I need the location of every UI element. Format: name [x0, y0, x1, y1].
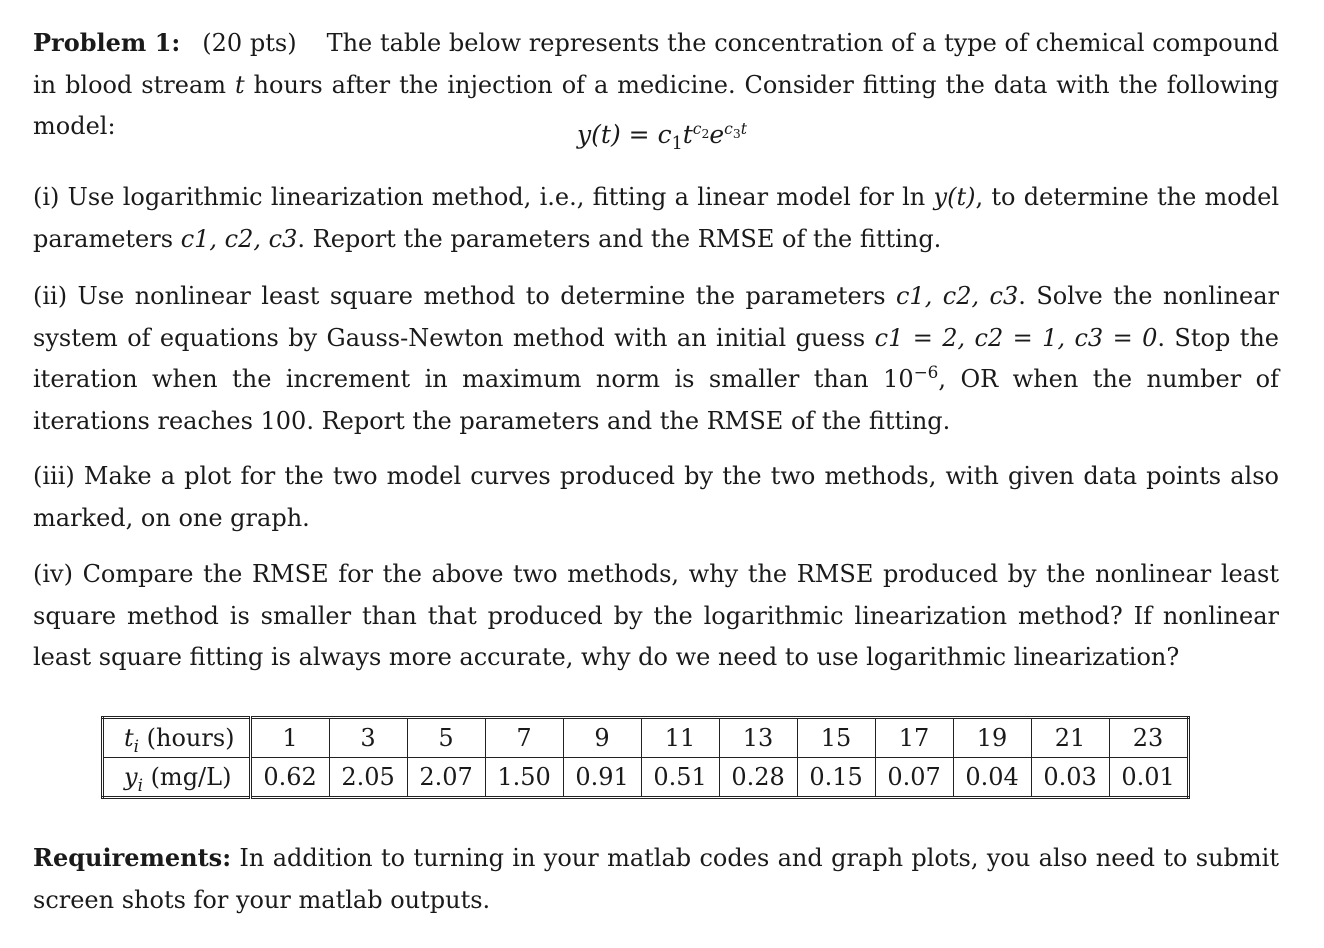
part-ii-text-2: . Solve the nonlinear system of equations by Gauss-Newton method with an initial guess: [33, 282, 1280, 352]
concentration-cell: 0.51: [641, 758, 719, 798]
time-cell: 1: [250, 718, 329, 758]
time-cell: 3: [329, 718, 407, 758]
part-ii-tolerance-exponent: −6: [913, 362, 939, 382]
time-cell: 17: [875, 718, 953, 758]
part-i: [33, 177, 1279, 260]
time-cell: 9: [563, 718, 641, 758]
concentration-cell: 2.07: [407, 758, 485, 798]
problem-label: Problem 1:: [33, 28, 181, 57]
part-ii-guess: c1 = 2, c2 = 1, c3 = 0: [874, 323, 1158, 352]
part-i-text-1: (i) Use logarithmic linearization method, i.e., fitting a linear model for ln: [33, 183, 926, 211]
time-cell: 21: [1031, 718, 1109, 758]
requirements: [33, 837, 1279, 921]
intro-variable: t: [234, 70, 245, 99]
data-table: [101, 716, 1190, 799]
concentration-cell: 0.91: [563, 758, 641, 798]
concentration-cell: 0.04: [953, 758, 1031, 798]
concentration-cell: 0.15: [797, 758, 875, 798]
requirements-label: Requirements:: [33, 843, 232, 872]
concentration-cell: 0.03: [1031, 758, 1109, 798]
requirements-text: In addition to turning in your matlab codes and graph plots, you also need to submit screen shots for your matlab outputs.: [33, 844, 1279, 914]
part-i-text-2: , to determine the model parameters: [33, 183, 1279, 253]
concentration-cell: 0.07: [875, 758, 953, 798]
concentration-cell: 0.28: [719, 758, 797, 798]
part-iii: [33, 456, 1279, 539]
part-ii-text-1: (ii) Use nonlinear least square method to determine the parameters: [33, 282, 886, 310]
model-formula: $y(t) = c_1t^{c_2}e^{c_3t}$: [577, 119, 747, 154]
time-cell: 13: [719, 718, 797, 758]
time-header: $t_i$ (hours): [103, 718, 251, 758]
intro-text-1: The table below represents the concentration of a type of chemical compound in blood stream: [33, 29, 1280, 99]
part-i-params: c1, c2, c3: [180, 224, 298, 253]
part-ii-text-4: , OR when the number of iterations reaches 100. Report the parameters and the RMSE of the fitting.: [33, 365, 1279, 435]
time-cell: 19: [953, 718, 1031, 758]
time-cell: 7: [485, 718, 563, 758]
part-i-text-3: . Report the parameters and the RMSE of the fitting.: [297, 224, 942, 253]
intro-text-2: hours after the injection of a medicine. Consider fitting the data with the following model:: [33, 70, 1279, 140]
concentration-cell: 0.01: [1109, 758, 1188, 798]
concentration-cell: 0.62: [250, 758, 329, 798]
part-ii-params: c1, c2, c3: [895, 282, 1019, 310]
part-ii: [33, 276, 1279, 442]
concentration-cell: 1.50: [485, 758, 563, 798]
time-cell: 5: [407, 718, 485, 758]
time-cell: 11: [641, 718, 719, 758]
part-i-var: y(t): [933, 183, 976, 211]
part-iv: [33, 554, 1279, 679]
part-iv-text: (iv) Compare the RMSE for the above two methods, why the RMSE produced by the nonlinear least square method is smaller than that produced by the logarithmic linearization method? If nonlinear least square fitting is always more accurate, why do we need to use logarithmic linearization?: [33, 560, 1279, 671]
part-iii-text: (iii) Make a plot for the two model curves produced by the two methods, with given data points also marked, on one graph.: [33, 462, 1279, 532]
concentration-cell: 2.05: [329, 758, 407, 798]
time-cell: 15: [797, 718, 875, 758]
time-row: [103, 718, 1189, 758]
part-ii-text-3: . Stop the iteration when the increment in maximum norm is smaller than 10: [33, 323, 1280, 393]
concentration-row: [103, 758, 1189, 798]
time-cell: 23: [1109, 718, 1188, 758]
problem-points: (20 pts): [202, 29, 297, 57]
concentration-header: $y_i$ (mg/L): [103, 758, 251, 798]
